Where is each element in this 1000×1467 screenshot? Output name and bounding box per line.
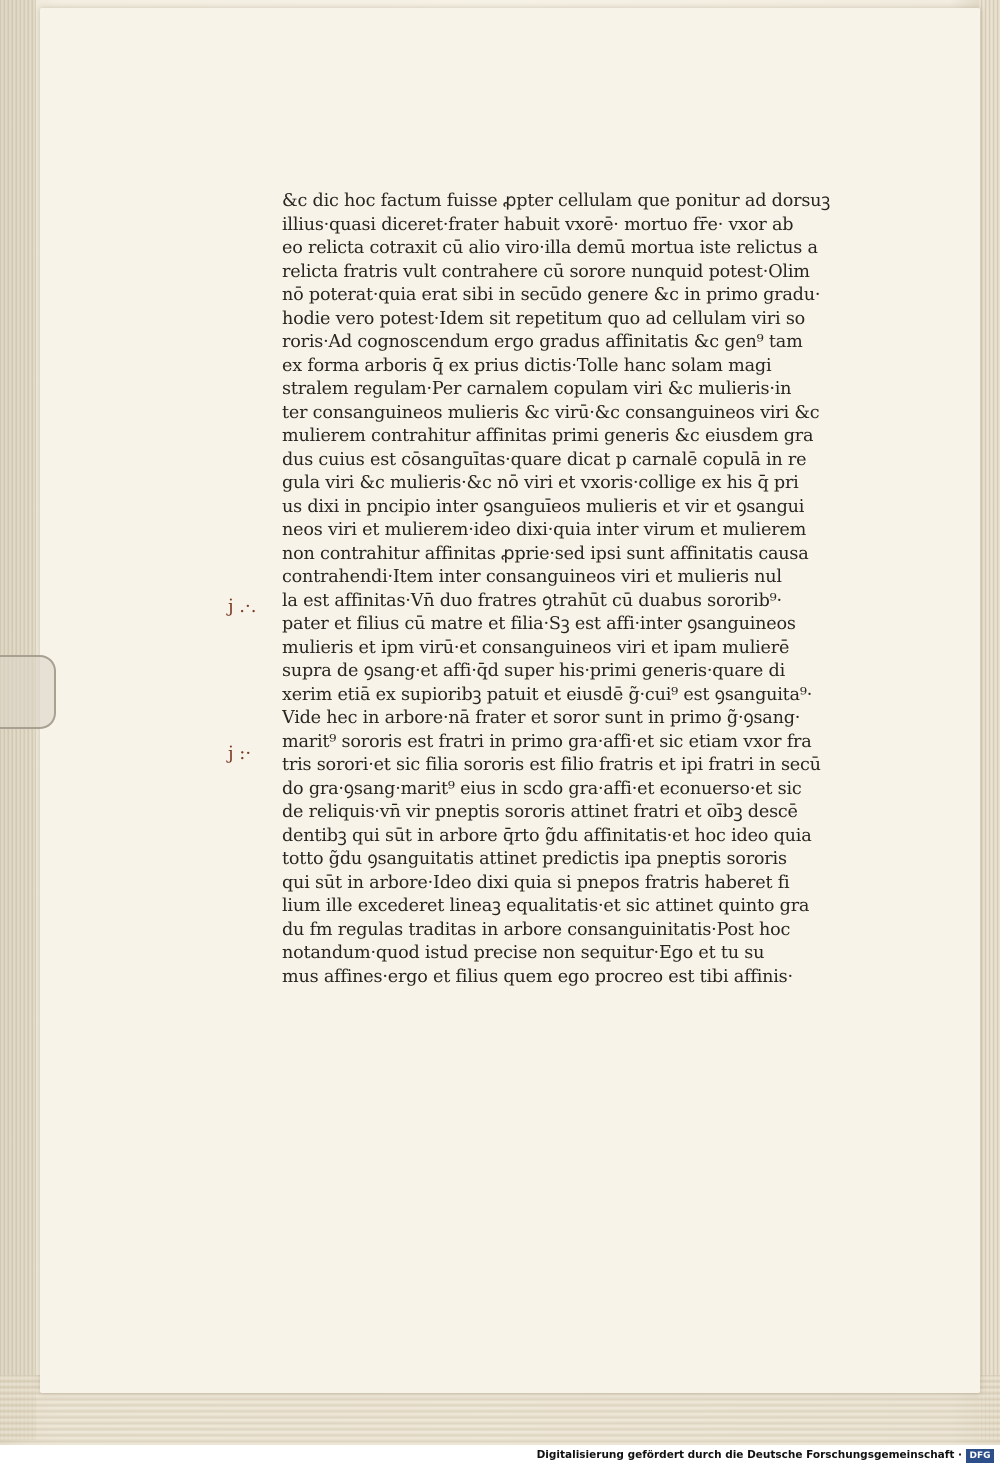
text-line: non contrahitur affinitas ꝓprie·sed ipsi sunt affinitatis causa xyxy=(282,543,809,564)
marginal-note-lower: ȷ̇ :· xyxy=(228,743,252,764)
text-line: neos viri et mulierem·ideo dixi·quia inter virum et mulierem xyxy=(282,520,807,540)
text-line: du fm regulas traditas in arbore consanguinitatis·Post hoc xyxy=(282,919,791,940)
text-line: supra de ꝯsang·et affi·q̄d super his·primi generis·quare di xyxy=(282,661,786,681)
text-line: illius·quasi diceret·frater habuit vxorē· mortuo fr̄e· vxor ab xyxy=(282,214,794,235)
text-line: mus affines·ergo et filius quem ego procreo est tibi affinis· xyxy=(282,966,793,987)
text-line: eo relicta cotraxit cū alio viro·illa demū mortua iste relictus a xyxy=(282,238,818,258)
text-line: marit⁹ sororis est fratri in primo gra·affi·et sic etiam vxor fra xyxy=(282,731,812,752)
text-line: mulieris et ipm virū·et consanguineos viri et ipam mulierē xyxy=(282,637,790,658)
main-text-block xyxy=(282,190,882,989)
clip-tab xyxy=(0,655,56,729)
text-line: ex forma arboris q̄ ex prius dictis·Tolle hanc solam magi xyxy=(282,355,772,376)
text-line: contrahendi·Item inter consanguineos viri et mulieris nul xyxy=(282,567,782,587)
text-line: ter consanguineos mulieris &c virū·&c consanguineos viri &c xyxy=(282,402,820,423)
text-line: stralem regulam·Per carnalem copulam viri &c mulieris·in xyxy=(282,379,792,399)
text-line: de reliquis·vn̄ vir pneptis sororis attinet fratri et oībꝫ descē xyxy=(282,802,798,822)
text-line: xerim etiā ex supioribꝫ patuit et eiusdē g̃·cui⁹ est ꝯsanguita⁹· xyxy=(282,684,813,705)
text-line: dentibꝫ qui sūt in arbore q̄rto g̃du affinitatis·et hoc ideo quia xyxy=(282,825,812,846)
text-line: relicta fratris vult contrahere cū sorore nunquid potest·Olim xyxy=(282,261,810,282)
marginal-note-upper: ȷ̇ .·. xyxy=(228,596,257,617)
text-line: nō poterat·quia erat sibi in secūdo genere &c in primo gradu· xyxy=(282,285,821,305)
text-line: qui sūt in arbore·Ideo dixi quia si pnepos fratris haberet fi xyxy=(282,872,790,893)
text-line: lium ille excederet lineaꝫ equalitatis·et sic attinet quinto gra xyxy=(282,896,810,916)
text-line: notandum·quod istud precise non sequitur·Ego et tu su xyxy=(282,943,765,963)
text-line: pater et filius cū matre et filia·Sꝫ est affi·inter ꝯsanguineos xyxy=(282,614,796,634)
book-edge-right xyxy=(978,0,1000,1440)
text-line: &c dic hoc factum fuisse ꝓpter cellulam que ponitur ad dorsuꝫ xyxy=(282,191,831,211)
text-line: totto g̃du ꝯsanguitatis attinet predictis ipa pneptis sororis xyxy=(282,849,787,869)
digitization-credit: Digitalisierung gefördert durch die Deutsche Forschungsgemeinschaft · xyxy=(536,1449,962,1461)
text-line: tris sorori·et sic filia sororis est filio fratris et ipi fratri in secū xyxy=(282,755,821,775)
text-line: do gra·ꝯsang·marit⁹ eius in scd̄o gra·affi·et econuerso·et sic xyxy=(282,778,802,799)
text-line: gula viri &c mulieris·&c nō viri et vxoris·collige ex his q̄ pri xyxy=(282,473,799,493)
text-line: la est affinitas·Vn̄ duo fratres ꝯtrahūt cū duabus sororib⁹· xyxy=(282,590,782,611)
text-line: dus cuius est cōsanguītas·quare dicat̄ p carnalē copulā in re xyxy=(282,449,807,470)
text-line: Vide hec in arbore·nā frater et soror sunt in primo g̃·ꝯsang· xyxy=(282,708,801,728)
text-line: us dixi in pncipio inter ꝯsanguīeos mulieris et vir et ꝯsangui xyxy=(282,496,805,517)
text-line: roris·Ad cognoscendum ergo gradus affinitatis &c gen⁹ tam xyxy=(282,332,803,352)
text-line: mulierem contrahitur affinitas primi generis &c eiusdem gra xyxy=(282,426,814,446)
dfg-logo: DFG xyxy=(966,1449,994,1463)
text-line: hodie vero potest·Idem sit repetitum quo ad cellulam viri so xyxy=(282,308,806,329)
